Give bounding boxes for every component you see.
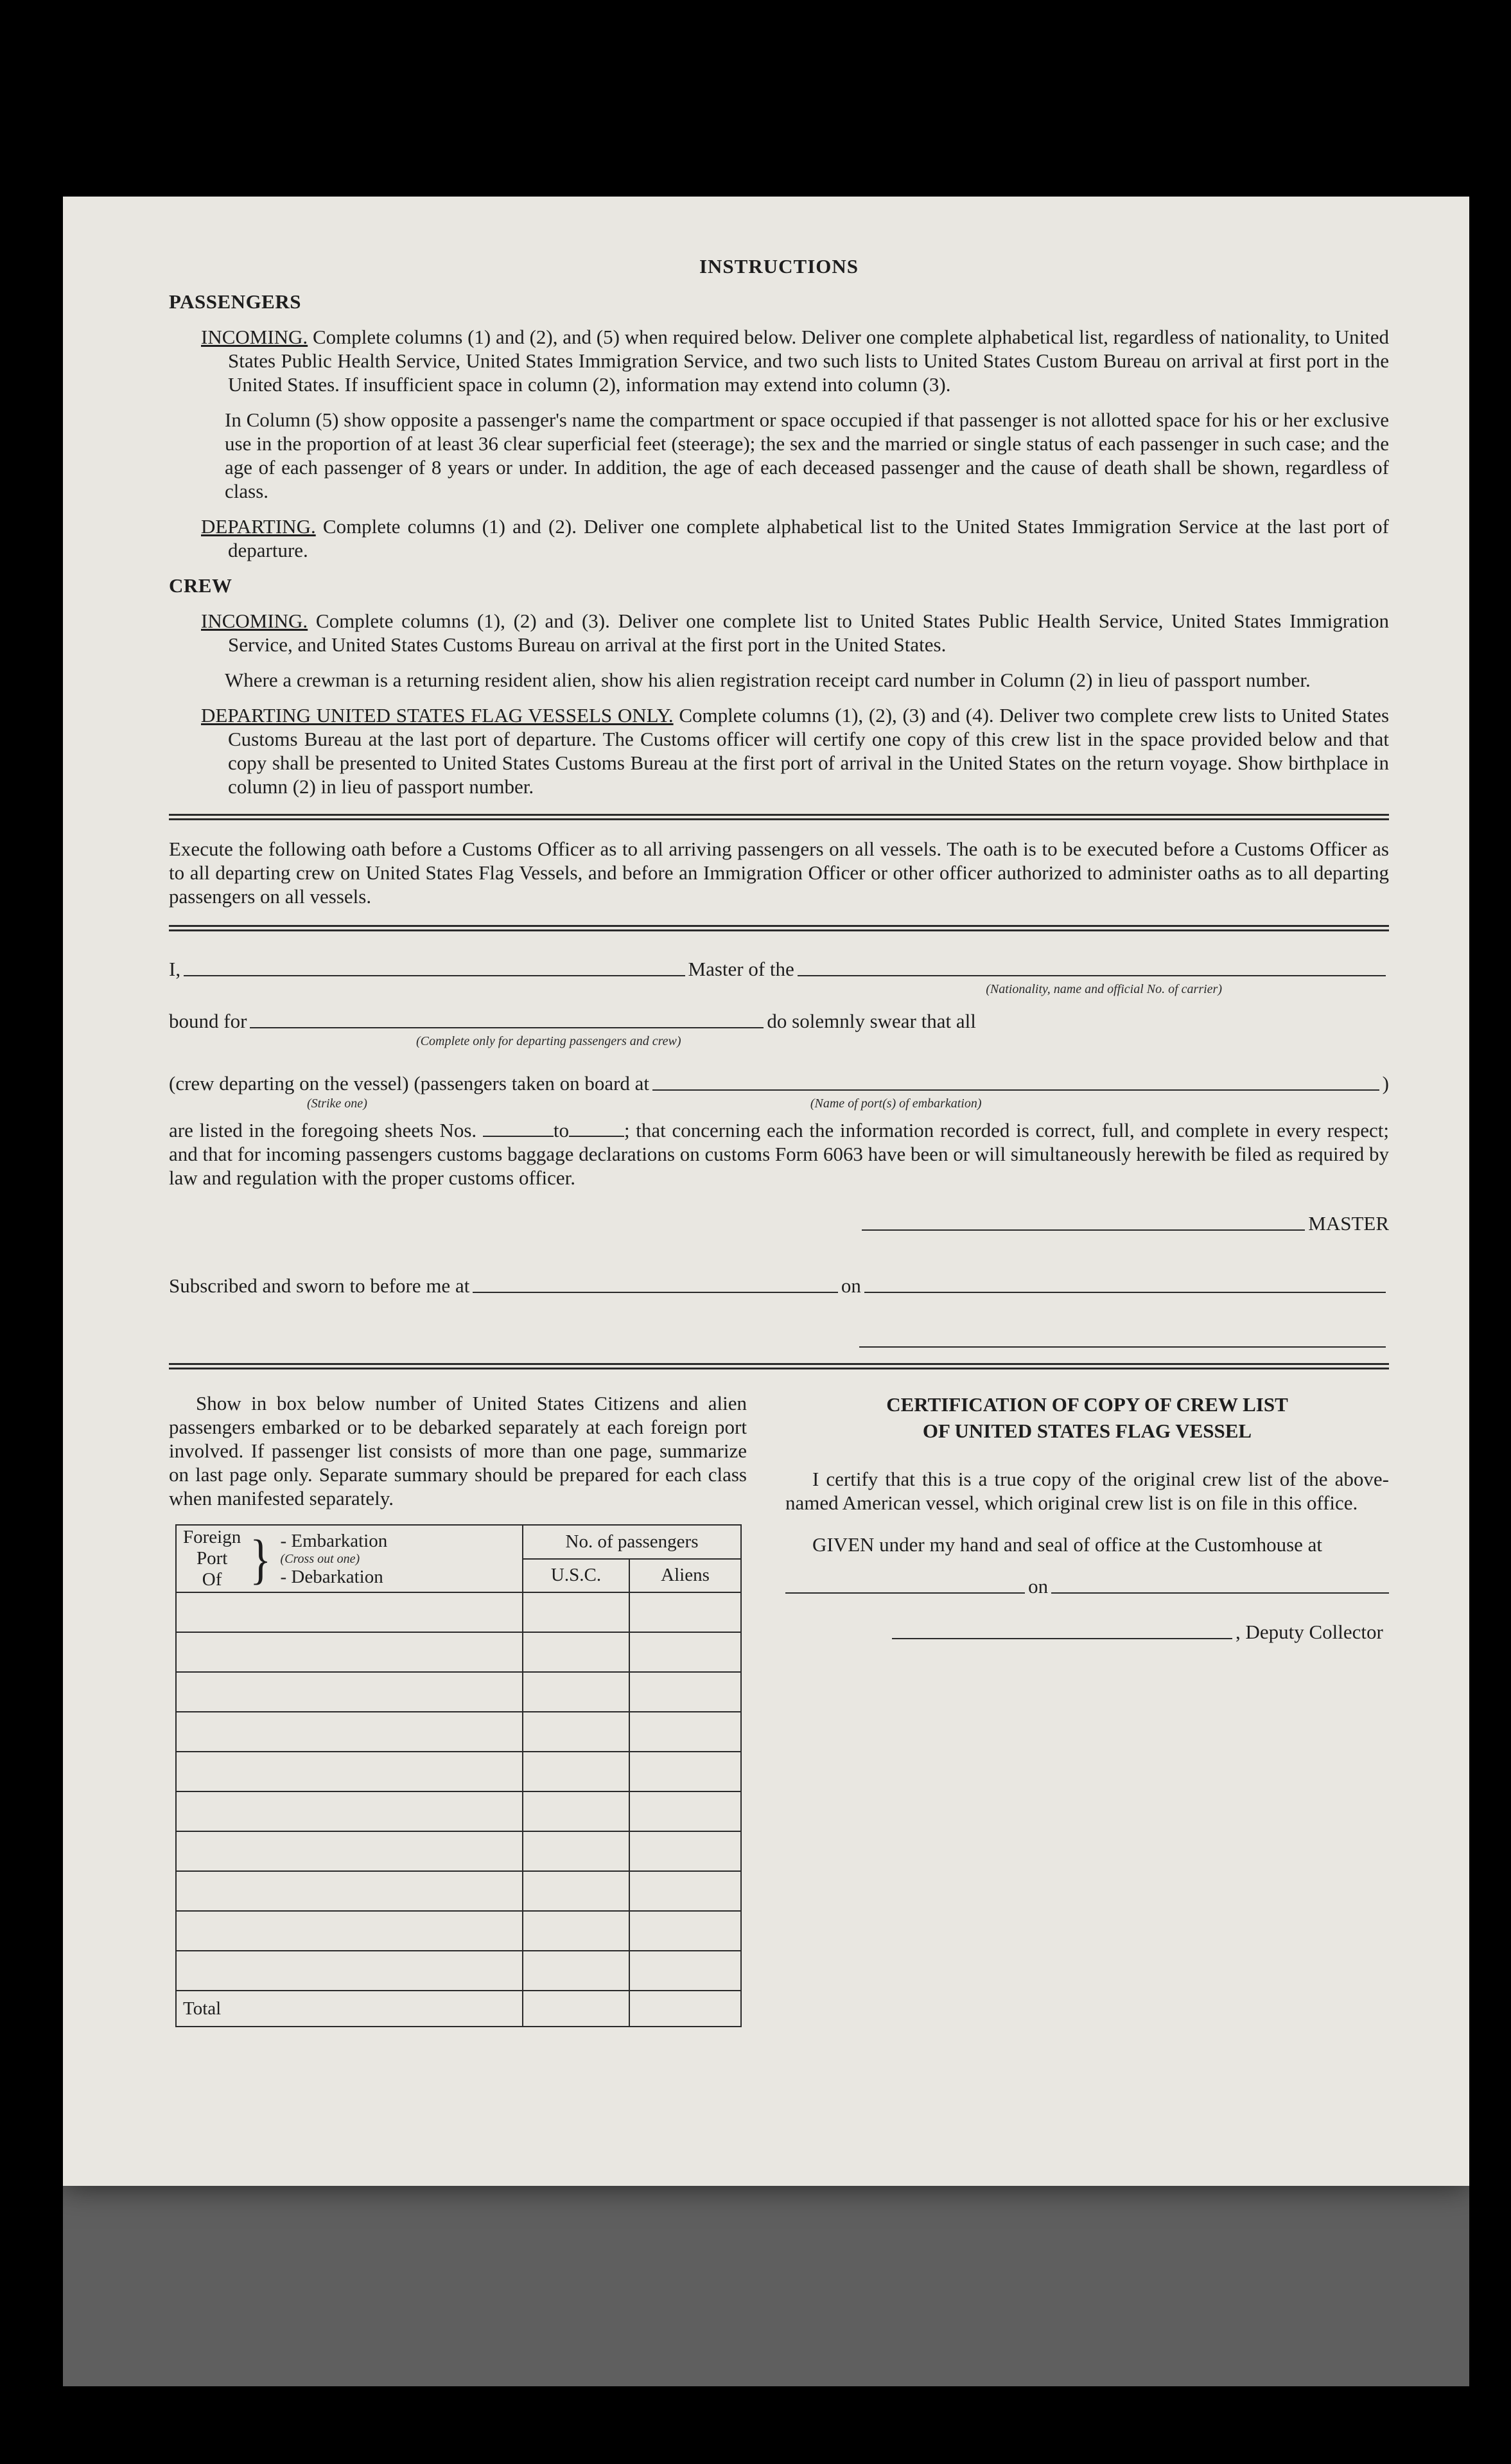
passengers-departing-text: Complete columns (1) and (2). Deliver one complete alphabetical list to the United States Immigration Service at the last port of departure. — [228, 515, 1390, 561]
total-label-cell: Total — [176, 1991, 523, 2027]
i-label: I, — [169, 958, 181, 980]
passenger-summary-table — [175, 1524, 742, 2027]
customhouse-place-blank — [785, 1592, 1025, 1594]
form-title: INSTRUCTIONS — [699, 255, 859, 277]
total-usc-cell — [523, 1991, 629, 2027]
crew-incoming-text: Complete columns (1), (2) and (3). Deliver one complete list to United States Public Health Service, United States Immigration Service, and United States Customs Bureau on arrival at the first port in the United States. — [228, 610, 1390, 656]
certification-title-line2: OF UNITED STATES FLAG VESSEL — [922, 1420, 1252, 1442]
summary-table-empty-cell — [523, 1752, 629, 1791]
embarkation-option: - Embarkation — [280, 1530, 388, 1551]
summary-table-empty-cell — [629, 1911, 741, 1951]
section-divider — [169, 925, 1389, 931]
strike-caption-row — [169, 1095, 1389, 1112]
deputy-signature-blank — [892, 1638, 1232, 1639]
sheets-paragraph — [169, 1118, 1389, 1190]
cross-out-caption: (Cross out one) — [280, 1551, 360, 1566]
summary-table-empty-cell — [629, 1632, 741, 1672]
crew-incoming-paragraph — [201, 609, 1390, 656]
given-paragraph: GIVEN under my hand and seal of office at the Customhouse at — [812, 1533, 1323, 1556]
summary-table-empty-cell — [176, 1871, 523, 1911]
sheets-to-label: to — [553, 1119, 569, 1141]
foreign-label: Foreign — [183, 1527, 241, 1547]
embarkation-port-blank — [652, 1089, 1379, 1091]
sheets-text-1: are listed in the foregoing sheets Nos. — [169, 1119, 477, 1141]
summary-table-empty-cell — [629, 1831, 741, 1871]
summary-table-empty-cell — [523, 1672, 629, 1712]
summary-table-empty-cell — [523, 1871, 629, 1911]
summary-table-empty-row — [176, 1871, 741, 1911]
summary-table-empty-cell — [176, 1632, 523, 1672]
summary-table-empty-cell — [523, 1592, 629, 1632]
summary-table-empty-cell — [629, 1951, 741, 1991]
summary-table-empty-cell — [629, 1871, 741, 1911]
customhouse-on-label: on — [1028, 1575, 1049, 1597]
passenger-summary-section — [169, 1391, 747, 2027]
certification-title-line1: CERTIFICATION OF COPY OF CREW LIST — [886, 1393, 1288, 1416]
summary-table-empty-row — [176, 1632, 741, 1672]
table-header-row-1 — [176, 1525, 741, 1559]
brace-icon: } — [250, 1527, 272, 1590]
bound-for-label: bound for — [169, 1010, 247, 1032]
summary-table-empty-cell — [176, 1951, 523, 1991]
master-name-row — [169, 957, 1389, 981]
summary-table-empty-cell — [629, 1752, 741, 1791]
carrier-name-blank — [798, 975, 1386, 976]
passengers-count-header: No. of passengers — [523, 1525, 741, 1559]
oath-form — [169, 957, 1389, 1348]
officer-signature-row — [169, 1346, 1389, 1348]
summary-table-empty-cell — [523, 1911, 629, 1951]
summary-table-empty-cell — [523, 1791, 629, 1831]
table-total-row — [176, 1991, 741, 2027]
certification-section — [785, 1391, 1389, 2027]
deputy-collector-row — [785, 1620, 1389, 1644]
bottom-section — [169, 1391, 1389, 2027]
summary-table-empty-row — [176, 1752, 741, 1791]
strike-one-caption: (Strike one) — [307, 1096, 367, 1111]
summary-table-empty-cell — [176, 1831, 523, 1871]
summary-table-empty-row — [176, 1592, 741, 1632]
passengers-departing-paragraph — [201, 515, 1390, 562]
summary-table-empty-cell — [523, 1712, 629, 1752]
subscribed-date-blank — [864, 1292, 1386, 1293]
bound-for-caption: (Complete only for departing passengers and crew) — [416, 1034, 681, 1048]
subscribed-row — [169, 1274, 1389, 1298]
bound-for-blank — [250, 1027, 764, 1028]
subscribed-text: Subscribed and sworn to before me at — [169, 1274, 470, 1297]
customhouse-date-row — [785, 1574, 1389, 1598]
total-aliens-cell — [629, 1991, 741, 2027]
summary-table-empty-row — [176, 1712, 741, 1752]
carrier-caption: (Nationality, name and official No. of carrier) — [986, 982, 1222, 996]
close-paren: ) — [1382, 1072, 1389, 1095]
aliens-column-header: Aliens — [629, 1559, 741, 1593]
summary-table-empty-row — [176, 1951, 741, 1991]
summary-table-empty-row — [176, 1831, 741, 1871]
summary-table-empty-row — [176, 1911, 741, 1951]
summary-instructions: Show in box below number of United States Citizens and alien passengers embarked or to be debarked separately at each foreign port involved. If passenger list consists of more than one page, summarize on last page only. Separate summary should be prepared for each class when manifested separately. — [169, 1392, 747, 1509]
subscribed-place-blank — [473, 1292, 838, 1293]
scanner-background-band — [63, 2184, 1469, 2386]
crew-incoming-label: INCOMING. — [201, 610, 308, 632]
strike-one-row — [169, 1071, 1389, 1095]
summary-table-empty-row — [176, 1791, 741, 1831]
summary-table-empty-cell — [176, 1712, 523, 1752]
debarkation-option: - Debarkation — [280, 1566, 383, 1587]
certify-paragraph: I certify that this is a true copy of the original crew list of the above-named American vessel, which original crew list is on file in this office. — [785, 1468, 1389, 1514]
summary-table-empty-cell — [176, 1791, 523, 1831]
customhouse-date-blank — [1051, 1592, 1389, 1594]
foreign-port-header-cell — [176, 1525, 523, 1592]
passengers-departing-label: DEPARTING. — [201, 515, 316, 538]
summary-table-empty-cell — [629, 1672, 741, 1712]
summary-table-empty-cell — [629, 1791, 741, 1831]
sheets-to-blank — [569, 1136, 624, 1137]
officer-signature-blank — [859, 1346, 1386, 1348]
deputy-collector-label: , Deputy Collector — [1236, 1621, 1383, 1643]
master-signature-row — [169, 1211, 1389, 1235]
passengers-incoming-label: INCOMING. — [201, 326, 308, 348]
master-signature-blank — [862, 1229, 1305, 1231]
summary-table-empty-cell — [629, 1712, 741, 1752]
crew-departing-label: DEPARTING UNITED STATES FLAG VESSELS ONLY. — [201, 704, 674, 726]
crew-departing-text: Complete columns (1), (2), (3) and (4). Deliver two complete crew lists to United States Customs Bureau at the last port of departure. The Customs officer will certify one copy of this crew list in the space provided below and that copy shall be presented to United States Customs Bureau at the first port of arrival in the United States on the return voyage. Show birthplace in column (2) in lieu of passport number. — [228, 704, 1390, 798]
passengers-column5-paragraph: In Column (5) show opposite a passenger's name the compartment or space occupied if that passenger is not allotted space for his or her exclusive use in the proportion of at least 36 clear superficial feet (steerage); the sex and the married or single status of each passenger in such case; and the age of each passenger of 8 years or under. In addition, the age of each deceased passenger and the cause of death shall be shown, regardless of class. — [225, 409, 1389, 502]
scanned-form-page — [63, 197, 1469, 2186]
master-of-the-label: Master of the — [688, 958, 794, 980]
crew-crewman-paragraph: Where a crewman is a returning resident alien, show his alien registration receipt card number in Column (2) in lieu of passport number. — [225, 669, 1311, 691]
section-divider — [169, 814, 1389, 820]
summary-table-empty-cell — [176, 1911, 523, 1951]
summary-table-empty-cell — [176, 1752, 523, 1791]
certification-title — [785, 1391, 1389, 1444]
summary-table-empty-row — [176, 1672, 741, 1712]
summary-table-empty-cell — [523, 1632, 629, 1672]
bound-for-row — [169, 1009, 1389, 1033]
section-divider — [169, 1363, 1389, 1369]
oath-intro-paragraph: Execute the following oath before a Customs Officer as to all arriving passengers on all vessels. The oath is to be executed before a Customs Officer as to all departing crew on United States Flag Vessels, and before an Immigration Officer or other officer authorized to administer oaths as to all departing passengers on all vessels. — [169, 838, 1389, 908]
summary-table-empty-cell — [523, 1951, 629, 1991]
swear-text: do solemnly swear that all — [767, 1010, 976, 1032]
port-caption: (Name of port(s) of embarkation) — [810, 1096, 982, 1111]
summary-table-empty-cell — [629, 1592, 741, 1632]
usc-column-header: U.S.C. — [523, 1559, 629, 1593]
port-label: Port — [196, 1548, 228, 1569]
of-label: Of — [202, 1569, 222, 1590]
master-name-blank — [184, 975, 685, 976]
passengers-heading: PASSENGERS — [169, 290, 301, 313]
sheets-text-2: ; that concerning each the information recorded is correct, full, and complete in every respect; and that for incoming passengers customs baggage declarations on customs Form 6063 have been or will simultaneously herewith be filed as required by law and regulation with the proper customs officer. — [169, 1119, 1390, 1189]
summary-table-empty-cell — [523, 1831, 629, 1871]
summary-table-empty-cell — [176, 1672, 523, 1712]
passengers-incoming-paragraph — [201, 325, 1390, 396]
summary-table-empty-cell — [176, 1592, 523, 1632]
strike-text: (crew departing on the vessel) (passengers taken on board at — [169, 1072, 650, 1095]
crew-departing-paragraph — [201, 703, 1390, 798]
passengers-incoming-text: Complete columns (1) and (2), and (5) when required below. Deliver one complete alphabetical list, regardless of nationality, to United States Public Health Service, United States Immigration Service, and two such lists to United States Custom Bureau on arrival at first port in the United States. If insufficient space in column (2), information may extend into column (3). — [228, 326, 1390, 396]
crew-heading: CREW — [169, 574, 232, 597]
sheets-from-blank — [483, 1136, 554, 1137]
master-label: MASTER — [1308, 1212, 1389, 1235]
subscribed-on-label: on — [841, 1274, 861, 1297]
